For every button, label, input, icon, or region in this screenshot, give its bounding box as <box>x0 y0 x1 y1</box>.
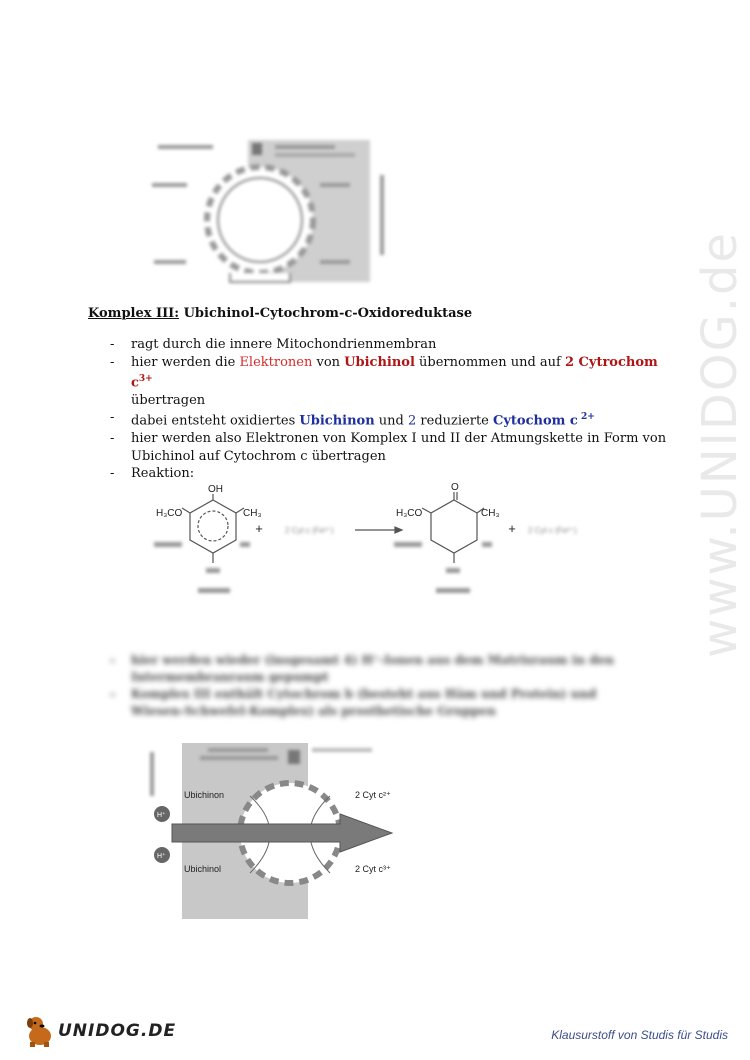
cyt-top-label: 2 Cyt c²⁺ <box>355 790 391 800</box>
cyt-left-label: 2 Cyt c (Fe³⁺) <box>285 526 334 535</box>
bullet-5-text: Reaktion: <box>131 466 195 482</box>
plus-2: + <box>508 521 516 536</box>
footer-tagline: Klausurstoff von Studis für Studis <box>551 1028 728 1042</box>
heading-subtitle: Ubichinol-Cytochrom-c-Oxidoreduktase <box>183 306 473 321</box>
bullet-2-text-d: übertragen <box>131 392 206 408</box>
section-heading <box>88 306 472 321</box>
bullet-3-text-a: dabei entsteht oxidiertes <box>131 413 300 429</box>
bullet-3 <box>110 409 670 430</box>
logo-text: UNIDOG.DE <box>58 1021 177 1041</box>
elektronen-term: Elektronen <box>239 354 313 370</box>
h-plus-bottom: H⁺ <box>157 853 166 860</box>
bullet-2-text-a: hier werden die <box>131 354 240 370</box>
bullet-3-text-c: reduzierte <box>416 413 493 429</box>
cytochrom-term: 2 Cytrochom c <box>131 354 658 391</box>
cytochom-charge: 2+ <box>577 412 595 423</box>
dog-logo-icon <box>22 1014 58 1048</box>
ch3-left-label: CH₃ <box>243 508 262 519</box>
bullet-2-text-c: übernommen und auf <box>414 354 565 370</box>
bullet-1-text: ragt durch die innere Mitochondrienmembran <box>131 337 437 352</box>
ch3-right-label: CH₃ <box>481 508 500 519</box>
bullet-1 <box>110 336 670 354</box>
count-two: 2 <box>408 413 417 429</box>
bullet-2-text-b: von <box>312 354 345 370</box>
ubichinon-term: Ubichinon <box>299 413 375 429</box>
bullet-list <box>110 336 670 483</box>
bullet-2 <box>110 354 670 410</box>
bullet-4-text: hier werden also Elektronen von Komplex I und II der Atmungskette in Form von Ubichinol auf Cytochrom c übertragen <box>131 431 667 464</box>
cyt-bottom-label: 2 Cyt c³⁺ <box>355 864 391 874</box>
complex-iii-diagram <box>140 738 410 923</box>
h3co-right-label: H₃CO <box>396 508 423 519</box>
ubichinon-label: Ubichinon <box>184 790 225 800</box>
oh-label: OH <box>208 484 223 495</box>
h3co-left-label: H₃CO <box>156 508 183 519</box>
ubichinol-label: Ubichinol <box>184 864 222 874</box>
bullet-4 <box>110 430 670 465</box>
blurred-text-block: - hier werden wieder (insgesamt 4) H⁺-Ionen aus dem Matrixraum in den Intermembranraum gepumpt - Komplex III enthält Cytochrom b (besteht aus Häm und Protein) und Wiesen-Schwefel-Komplex) als prosthetische Gruppen <box>110 652 630 720</box>
bullet-3-text-b: und <box>374 413 409 429</box>
cyt-right-label: 2 Cyt c (Fe²⁺) <box>528 526 577 535</box>
cytochrom-charge: 3+ <box>138 374 153 384</box>
heading-title: Komplex III: <box>88 306 180 321</box>
watermark: www.UNIDOG.de <box>692 230 748 658</box>
plus-1: + <box>255 521 263 536</box>
citric-cycle-diagram <box>140 135 400 285</box>
o-label: O <box>451 482 459 493</box>
cytochom-term: Cytochom c <box>493 413 578 429</box>
ubichinol-term: Ubichinol <box>344 354 415 370</box>
reaction-scheme <box>140 478 610 608</box>
h-plus-top: H⁺ <box>157 812 166 819</box>
